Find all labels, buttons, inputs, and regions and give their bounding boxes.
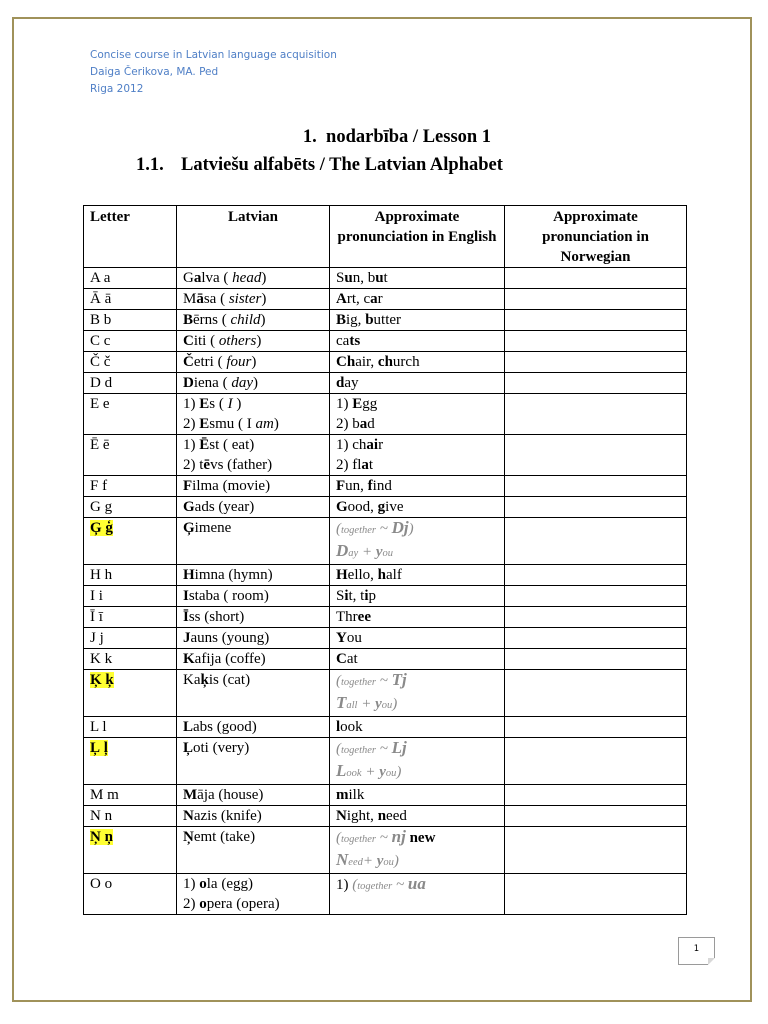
latvian-cell: Kaķis (cat) (177, 670, 330, 717)
table-row (84, 607, 687, 628)
letter-cell: H h (84, 565, 177, 586)
norwegian-cell (505, 670, 687, 717)
english-cell: look (330, 717, 505, 738)
norwegian-cell (505, 827, 687, 874)
table-row (84, 586, 687, 607)
norwegian-cell (505, 565, 687, 586)
letter-cell (84, 670, 177, 717)
table-row (84, 628, 687, 649)
highlighted-letter: Ģ ģ (90, 520, 113, 536)
english-cell: cats (330, 331, 505, 352)
alphabet-table (83, 205, 687, 915)
english-cell: Sit, tip (330, 586, 505, 607)
norwegian-cell (505, 394, 687, 435)
latvian-cell: Bērns ( child) (177, 310, 330, 331)
letter-cell: G g (84, 497, 177, 518)
english-cell: Chair, church (330, 352, 505, 373)
table-row (84, 476, 687, 497)
letter-cell: Ā ā (84, 289, 177, 310)
latvian-cell: Kafija (coffe) (177, 649, 330, 670)
english-cell: Art, car (330, 289, 505, 310)
table-row (84, 785, 687, 806)
norwegian-cell (505, 607, 687, 628)
letter-cell: J j (84, 628, 177, 649)
section-number: 1.1. (136, 155, 164, 175)
lesson-title (0, 127, 768, 148)
section-title (136, 155, 503, 176)
letter-cell: N n (84, 806, 177, 827)
table-row (84, 565, 687, 586)
table-row (84, 827, 687, 874)
latvian-cell: 1) Ēst ( eat) 2) tēvs (father) (177, 435, 330, 476)
letter-cell: Č č (84, 352, 177, 373)
latvian-cell: Ļoti (very) (177, 738, 330, 785)
english-cell: (together ~ Lj Look + you) (330, 738, 505, 785)
table-row (84, 806, 687, 827)
lesson-text: nodarbība / Lesson 1 (326, 127, 492, 147)
latvian-cell: Īss (short) (177, 607, 330, 628)
table-header-row (84, 206, 687, 268)
table-row (84, 352, 687, 373)
table-row (84, 738, 687, 785)
english-cell: Three (330, 607, 505, 628)
table-row (84, 649, 687, 670)
latvian-cell: 1) ola (egg) 2) opera (opera) (177, 874, 330, 915)
english-cell: Hello, half (330, 565, 505, 586)
english-cell: 1) Egg 2) bad (330, 394, 505, 435)
highlighted-letter: Ņ ņ (90, 829, 113, 845)
english-cell: Big, butter (330, 310, 505, 331)
english-cell: (together ~ Tj Tall + you) (330, 670, 505, 717)
letter-cell: I i (84, 586, 177, 607)
norwegian-cell (505, 738, 687, 785)
english-cell: milk (330, 785, 505, 806)
table-row (84, 670, 687, 717)
norwegian-cell (505, 785, 687, 806)
letter-cell: A a (84, 268, 177, 289)
norwegian-cell (505, 497, 687, 518)
page-number-box (678, 937, 715, 965)
letter-cell: B b (84, 310, 177, 331)
norwegian-cell (505, 717, 687, 738)
latvian-cell: Citi ( others) (177, 331, 330, 352)
table-row (84, 268, 687, 289)
table-row (84, 874, 687, 915)
latvian-cell: Četri ( four) (177, 352, 330, 373)
highlighted-letter: Ķ ķ (90, 672, 114, 688)
header-place-year: Riga 2012 (90, 83, 144, 95)
letter-cell: C c (84, 331, 177, 352)
english-cell: Cat (330, 649, 505, 670)
latvian-cell: 1) Es ( I ) 2) Esmu ( I am) (177, 394, 330, 435)
english-cell: Sun, but (330, 268, 505, 289)
english-cell: You (330, 628, 505, 649)
table-row (84, 435, 687, 476)
latvian-cell: Himna (hymn) (177, 565, 330, 586)
letter-cell: L l (84, 717, 177, 738)
english-cell: 1) (together ~ ua (330, 874, 505, 915)
latvian-cell: Nazis (knife) (177, 806, 330, 827)
letter-cell (84, 518, 177, 565)
latvian-cell: Istaba ( room) (177, 586, 330, 607)
document-header (90, 47, 337, 98)
latvian-cell: Galva ( head) (177, 268, 330, 289)
table-row (84, 518, 687, 565)
norwegian-cell (505, 310, 687, 331)
latvian-cell: Māja (house) (177, 785, 330, 806)
table-row (84, 373, 687, 394)
norwegian-cell (505, 331, 687, 352)
latvian-cell: Māsa ( sister) (177, 289, 330, 310)
header-author: Daiga Čerikova, MA. Ped (90, 66, 219, 78)
letter-cell (84, 738, 177, 785)
table-row (84, 394, 687, 435)
norwegian-cell (505, 649, 687, 670)
col-norwegian: Approximate pronunciation in Norwegian (505, 206, 687, 268)
english-cell: Good, give (330, 497, 505, 518)
norwegian-cell (505, 518, 687, 565)
letter-cell: Ī ī (84, 607, 177, 628)
lesson-number: 1. (302, 127, 317, 147)
latvian-cell: Gads (year) (177, 497, 330, 518)
letter-cell: Ē ē (84, 435, 177, 476)
letter-cell: F f (84, 476, 177, 497)
letter-cell (84, 827, 177, 874)
norwegian-cell (505, 476, 687, 497)
norwegian-cell (505, 289, 687, 310)
norwegian-cell (505, 352, 687, 373)
col-latvian: Latvian (177, 206, 330, 268)
english-cell: (together ~ nj new Need+ you) (330, 827, 505, 874)
norwegian-cell (505, 435, 687, 476)
letter-cell: M m (84, 785, 177, 806)
col-letter: Letter (84, 206, 177, 268)
page-number: 1 (693, 944, 700, 954)
norwegian-cell (505, 373, 687, 394)
english-cell: Fun, find (330, 476, 505, 497)
norwegian-cell (505, 268, 687, 289)
letter-cell: E e (84, 394, 177, 435)
latvian-cell: Filma (movie) (177, 476, 330, 497)
highlighted-letter: Ļ ļ (90, 740, 108, 756)
latvian-cell: Diena ( day) (177, 373, 330, 394)
table-row (84, 289, 687, 310)
norwegian-cell (505, 806, 687, 827)
english-cell: 1) chair 2) flat (330, 435, 505, 476)
latvian-cell: Ņemt (take) (177, 827, 330, 874)
table-row (84, 717, 687, 738)
table-row (84, 497, 687, 518)
section-text: Latviešu alfabēts / The Latvian Alphabet (181, 155, 503, 175)
letter-cell: K k (84, 649, 177, 670)
norwegian-cell (505, 586, 687, 607)
english-cell: day (330, 373, 505, 394)
english-cell: (together ~ Dj) Day + you (330, 518, 505, 565)
letter-cell: D d (84, 373, 177, 394)
col-english: Approximate pronunciation in English (330, 206, 505, 268)
norwegian-cell (505, 874, 687, 915)
table-row (84, 331, 687, 352)
table-row (84, 310, 687, 331)
norwegian-cell (505, 628, 687, 649)
latvian-cell: Labs (good) (177, 717, 330, 738)
latvian-cell: Jauns (young) (177, 628, 330, 649)
latvian-cell: Ģimene (177, 518, 330, 565)
english-cell: Night, need (330, 806, 505, 827)
letter-cell: O o (84, 874, 177, 915)
header-course: Concise course in Latvian language acquisition (90, 49, 337, 61)
